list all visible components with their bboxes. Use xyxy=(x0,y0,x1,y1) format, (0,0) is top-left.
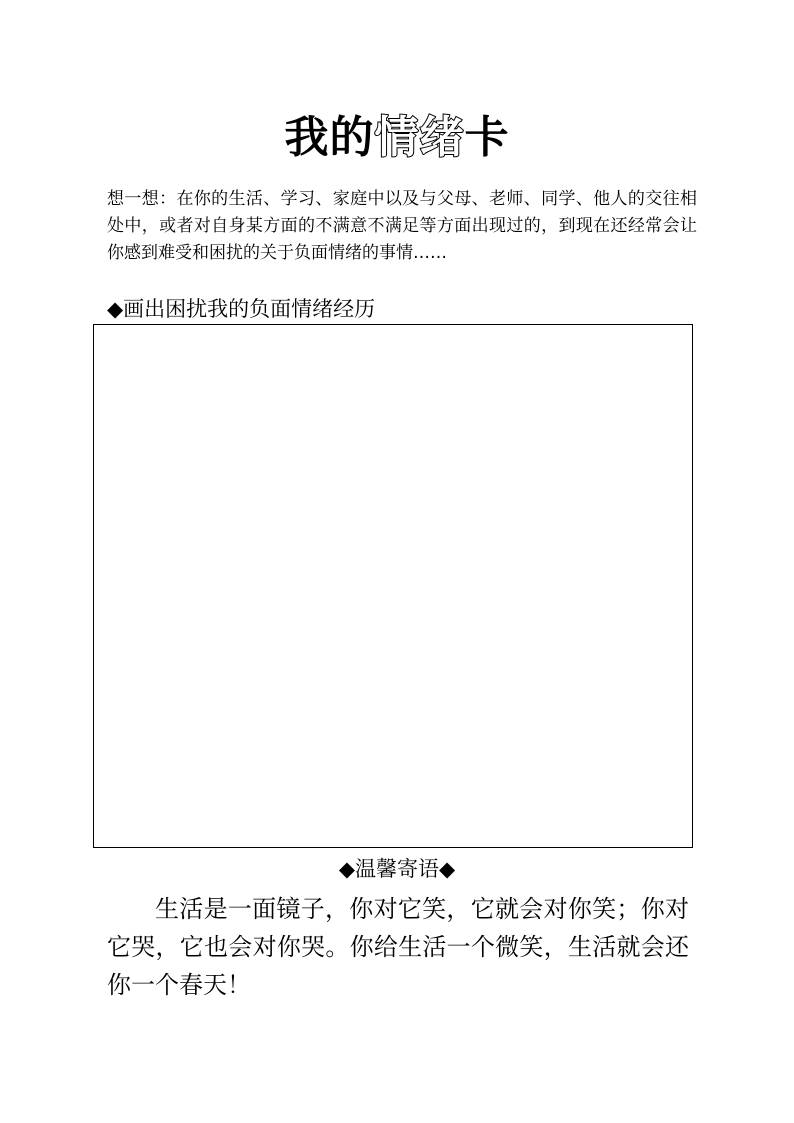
drawing-section-heading: ◆画出困扰我的负面情绪经历 xyxy=(107,297,376,321)
tips-body: 生活是一面镜子，你对它笑，它就会对你笑；你对它哭，它也会对你哭。你给生活一个微笑，生活就会还你一个春天！ xyxy=(107,895,689,999)
drawing-area[interactable] xyxy=(93,324,693,848)
intro-paragraph: 想一想：在你的生活、学习、家庭中以及与父母、老师、同学、他人的交往相处中，或者对自身某方面的不满意不满足等方面出现过的，到现在还经常会让你感到难受和困扰的关于负面情绪的事情…… xyxy=(107,189,697,263)
tips-heading: ◆温馨寄语◆ xyxy=(338,857,456,881)
title-part-1: 我的 xyxy=(284,112,375,163)
title-part-2-outlined: 情绪 xyxy=(374,112,465,163)
page-title xyxy=(0,108,794,168)
title-part-3: 卡 xyxy=(464,112,510,163)
